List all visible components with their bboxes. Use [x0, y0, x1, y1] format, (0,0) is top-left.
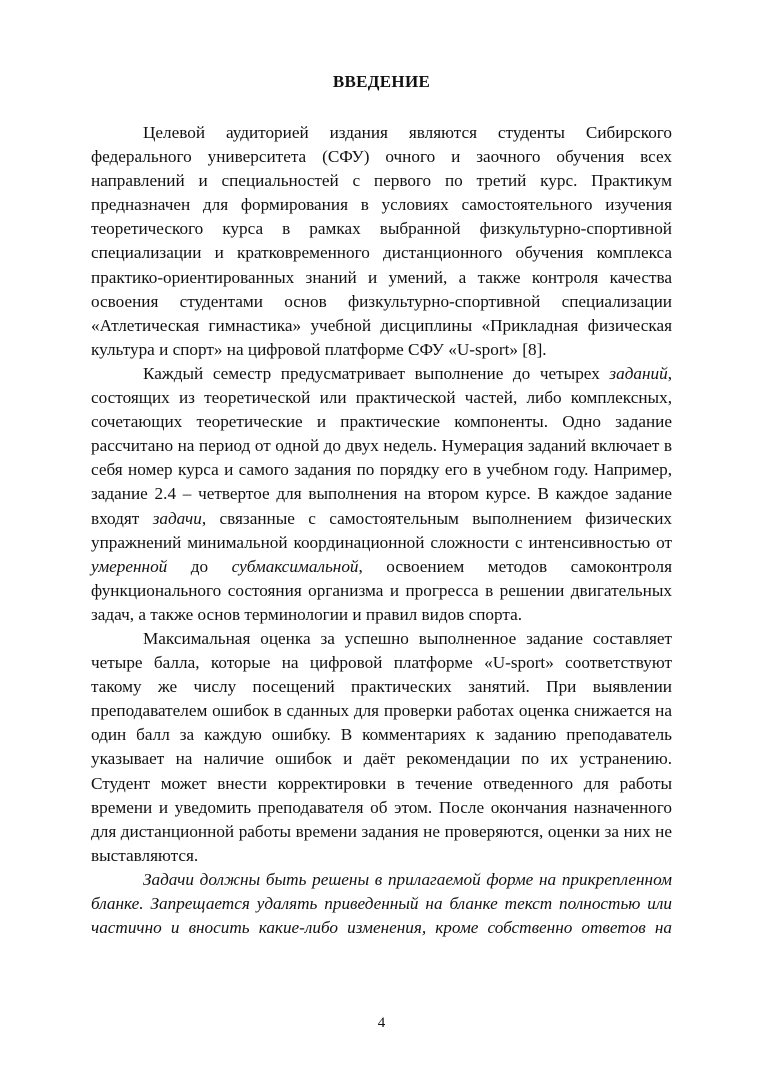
paragraph-tasks-italic-term: заданий	[609, 363, 668, 383]
body-text	[91, 121, 672, 940]
page-title: ВВЕДЕНИЕ	[332, 72, 431, 91]
paragraph-tasks-segment: до	[167, 556, 232, 576]
paragraph-tasks-segment: , состоящих из теоретической или практической частей, либо комплексных, сочетающих теоретические и практические компоненты. Одно задание рассчитано на период от одной до двух недель. Нумерация заданий включает в себя номер курса и самого задания по порядку его в учебном году. Например, задание 2.4 – четвертое для выполнения на втором курсе. В каждое задание входят	[91, 363, 672, 528]
paragraph-grading: Максимальная оценка за успешно выполненное задание составляет четыре балла, которые на цифровой платформе «U-sport» соответствуют такому же числу посещений практических занятий. При выявлении преподавателем ошибок в сданных для проверки работах оценка снижается на один балл за каждую ошибку. В комментариях к заданию преподаватель указывает на наличие ошибок и даёт рекомендации по их устранению. Студент может внести корректировки в течение отведенного для работы времени и уведомить преподавателя об этом. После окончания назначенного для дистанционной работы времени задания не проверяются, оценки за них не выставляются.	[91, 628, 672, 865]
paragraph-tasks-segment: Каждый семестр предусматривает выполнение до четырех	[143, 363, 610, 383]
paragraph-intro: Целевой аудиторией издания являются студенты Сибирского федерального университета (СФУ) очного и заочного обучения всех направлений и специальностей с первого по третий курс. Практикум предназначен для формирования в условиях самостоятельного изучения теоретического курса в рамках выбранной физкультурно-спортивной специализации и кратковременного дистанционного обучения комплекса практико-ориентированных знаний и умений, а также контроля качества освоения студентами основ физкультурно-спортивной специализации «Атлетическая гимнастика» учебной дисциплины «Прикладная физическая культура и спорт» на цифровой платформе СФУ «U-sport» [8].	[91, 123, 672, 359]
paragraph-tasks-segment: , освоением методов самоконтроля функционального состояния организма и прогресса в решении двигательных задач, а также основ терминологии и правил видов спорта.	[91, 556, 672, 624]
paragraph-tasks-segment: , связанные с самостоятельным выполнением физических упражнений минимальной координационной сложности с интенсивностью от	[91, 508, 672, 552]
page-number: 4	[377, 1015, 386, 1031]
paragraph-tasks-italic-term: задачи	[152, 508, 202, 528]
paragraph-tasks-italic-term: умеренной	[91, 556, 168, 576]
paragraph-tasks-italic-term: субмаксимальной	[231, 556, 359, 576]
paragraph-tasks	[91, 362, 672, 627]
paragraph-form-rules-italic: Задачи должны быть решены в прилагаемой форме на прикрепленном бланке. Запрещается удалять приведенный на бланке текст полностью или частично и вносить какие-либо изменения, кроме собственно ответов на	[91, 869, 672, 938]
paragraph-form-rules	[91, 868, 672, 940]
